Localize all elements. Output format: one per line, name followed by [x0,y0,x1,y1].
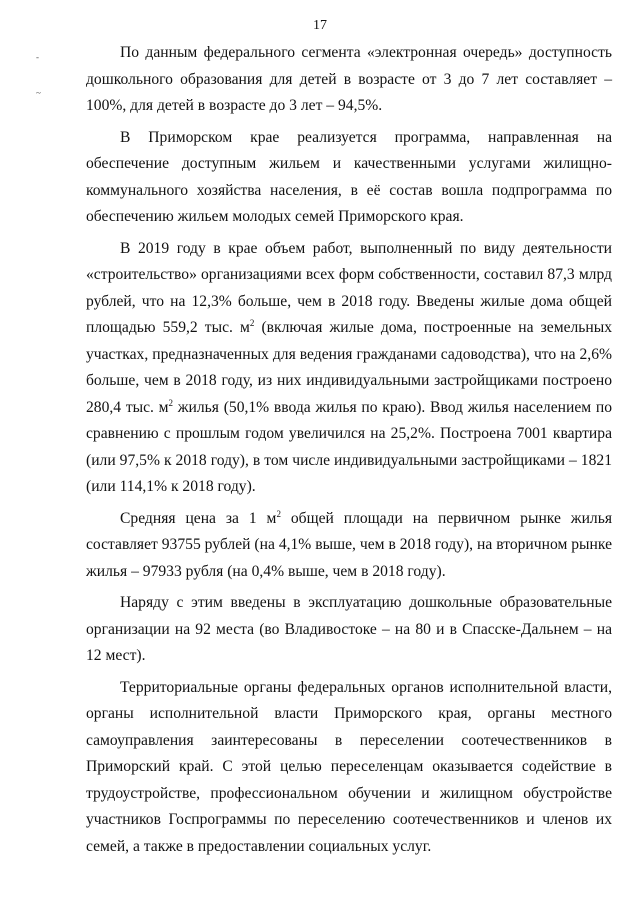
paragraph-text: В Приморском крае реализуется программа, направленная на обеспечение доступным жильем и качественными услугами жилищно-коммунального хозяйства населения, в её состав вошла подпрограмма по обеспечению жильем молодых семей Приморского края. [86,128,612,225]
paragraph-resettlement [86,675,612,861]
document-body [86,40,612,860]
paragraph-text: Территориальные органы федеральных органов исполнительной власти, органы исполнительной власти Приморского края, органы местного самоуправления заинтересованы в переселении соотечественников в Приморский край. С этой целью переселенцам оказывается содействие в трудоустройстве, профессиональном обучении и жилищном обустройстве участников Госпрограммы по переселению соотечественников и членов их семей, а также в предоставлении социальных услуг. [86,678,612,855]
superscript-squared: 2 [168,397,174,408]
paragraph-average-price [86,506,612,586]
paragraph-construction-2019 [86,236,612,501]
paragraph-preschool-access [86,40,612,120]
superscript-squared: 2 [249,318,255,328]
paragraph-text: (включая жилые дома, построенные на земельных участках, предназначенных для ведения гражданами садоводства), что на 2,6% больше, чем в 2018 году, из них индивидуальными застройщиками построено 280,4 тыс. м [86,319,612,416]
superscript-squared: 2 [276,508,281,519]
paragraph-text: Наряду с этим введены в эксплуатацию дошкольные образовательные организации на 92 места (во Владивостоке – на 80 и в Спасске-Дальнем – на 12 мест). [86,594,612,664]
paragraph-text: Средняя цена за 1 м [120,509,277,527]
paragraph-preschool-facilities [86,590,612,670]
paragraph-text: По данным федерального сегмента «электронная очередь» доступность дошкольного образования для детей в возрасте от 3 до 7 лет составляет – 100%, для детей в возрасте до 3 лет – 94,5%. [86,44,612,114]
margin-mark: - [36,52,39,62]
margin-mark: ~ [36,88,41,98]
paragraph-text: общей площади на первичном рынке жилья составляет 93755 рублей (на 4,1% выше, чем в 2018 году), на вторичном рынке жилья – 97933 рубля (на 0,4% выше, чем в 2018 году). [86,509,612,580]
page-number: 17 [313,18,327,33]
paragraph-text: жилья (50,1% ввода жилья по краю). Ввод жилья населением по сравнению с прошлым годом увеличился на 25,2%. Построена 7001 квартира (или 97,5% к 2018 году), в том числе индивидуальными застройщиками – 1821 (или 114,1% к 2018 году). [86,398,612,495]
paragraph-text: В 2019 году в крае объем работ, выполненный по виду деятельности «строительство» организациями всех форм собственности, составил 87,3 млрд рублей, что на 12,3% больше, чем в 2018 году. Введены жилые дома общей площадью 559,2 тыс. м [86,239,612,336]
paragraph-housing-program [86,125,612,231]
